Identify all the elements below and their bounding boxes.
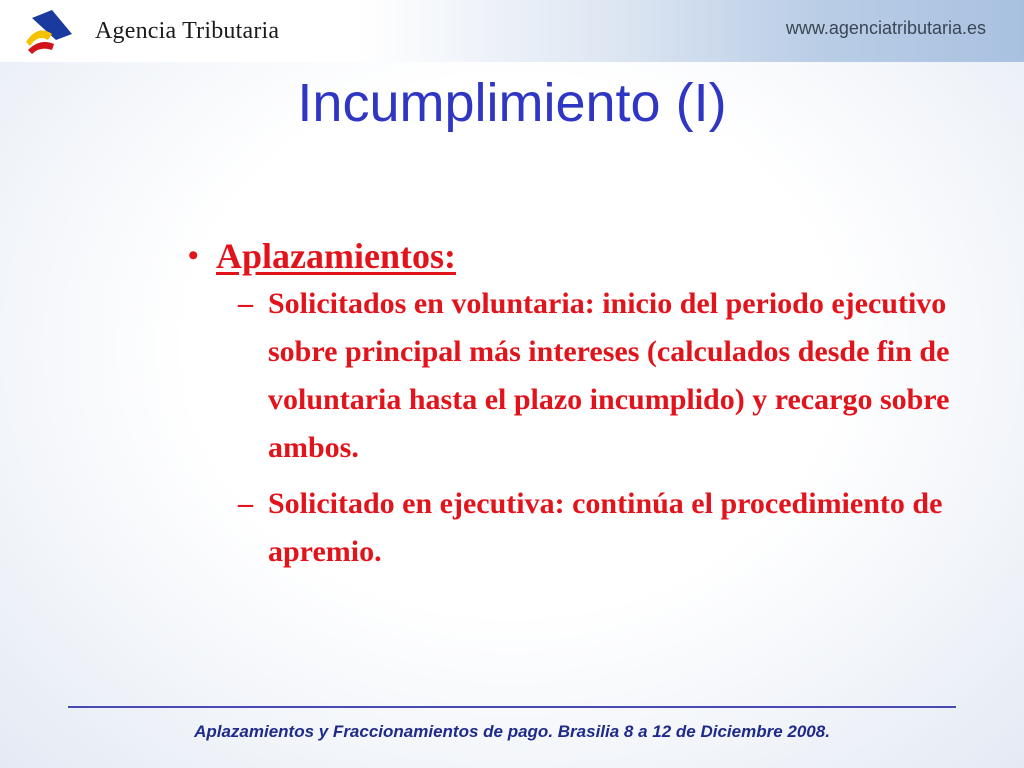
website-url[interactable]: www.agenciatributaria.es [785, 18, 986, 38]
agencia-tributaria-logo-icon [22, 8, 78, 56]
slide-title: Incumplimiento (I) [297, 73, 727, 133]
bullet-marker: • [188, 239, 199, 272]
footer-text: Aplazamientos y Fraccionamientos de pago. Brasilia 8 a 12 de Diciembre 2008. [194, 722, 830, 741]
bullet-item [188, 232, 948, 280]
footer-divider [68, 706, 956, 708]
sub-item-ejecutiva [238, 480, 958, 576]
bullet-label: Aplazamientos: [216, 236, 456, 276]
dash-marker: – [238, 487, 253, 520]
header-bar [0, 0, 1024, 62]
sub-item-text: Solicitado en ejecutiva: continúa el procedimiento de apremio. [268, 487, 943, 568]
brand-name: Agencia Tributaria [95, 18, 280, 44]
sub-item-voluntaria [238, 280, 958, 472]
sub-item-text: Solicitados en voluntaria: inicio del periodo ejecutivo sobre principal más intereses (calculados desde fin de voluntaria hasta el plazo incumplido) y recargo sobre ambos. [268, 287, 950, 464]
dash-marker: – [238, 287, 253, 320]
slide-content [188, 232, 948, 576]
